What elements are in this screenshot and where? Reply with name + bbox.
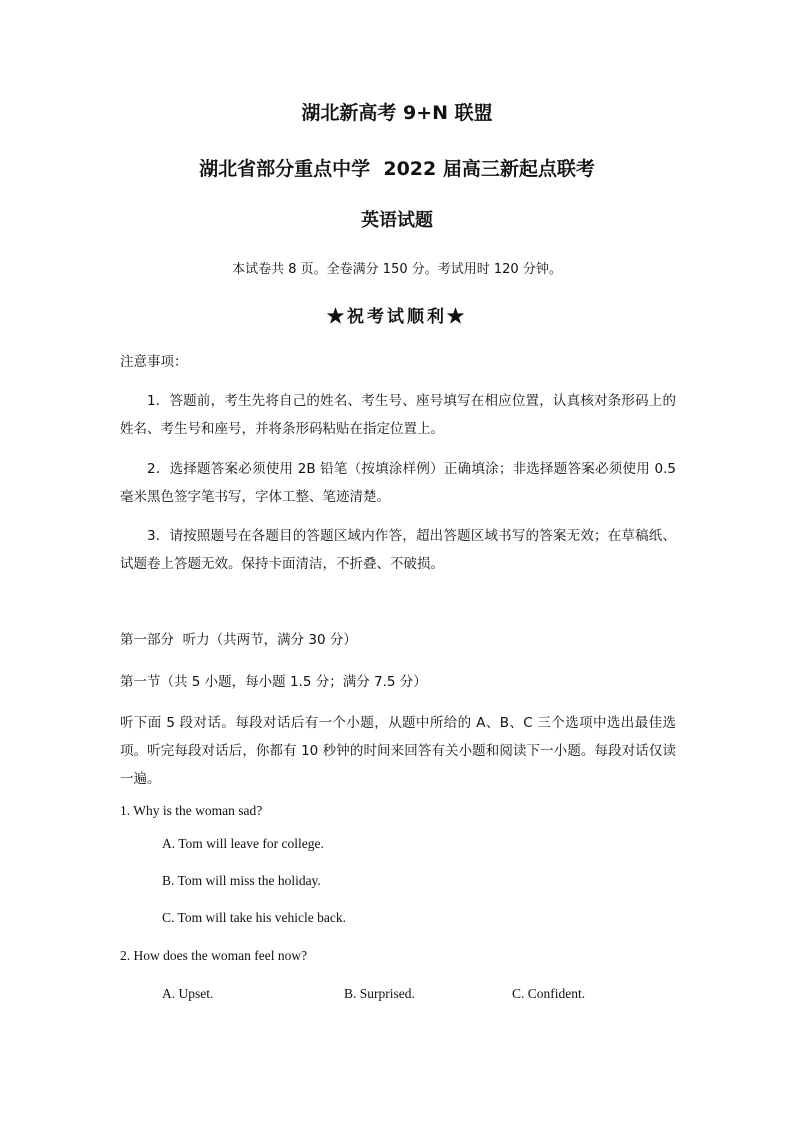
subject-title: 英语试题 xyxy=(361,210,433,231)
notice-item-3: 3．请按照题号在各题目的答题区域内作答，超出答题区域书写的答案无效；在草稿纸、试题卷上答题无效。保持卡面清洁，不折叠、不破损。 xyxy=(120,528,676,572)
question-2-stem: 2. How does the woman feel now? xyxy=(120,948,308,963)
exam-info: 本试卷共 8 页。全卷满分 150 分。考试用时 120 分钟。 xyxy=(232,262,562,277)
question-1-option-c: C. Tom will take his vehicle back. xyxy=(162,910,347,925)
good-luck-banner: ★祝考试顺利★ xyxy=(327,307,467,327)
question-2-option-a: A. Upset. xyxy=(162,986,214,1001)
alliance-title: 湖北新高考 9+N 联盟 xyxy=(301,102,493,124)
exam-title: 湖北省部分重点中学 2022 届高三新起点联考 xyxy=(199,158,595,180)
question-1-option-a: A. Tom will leave for college. xyxy=(162,836,324,851)
section1-heading: 第一节（共 5 小题，每小题 1.5 分；满分 7.5 分） xyxy=(120,674,427,690)
question-1-option-b: B. Tom will miss the holiday. xyxy=(162,873,321,888)
question-2-option-c: C. Confident. xyxy=(512,986,586,1001)
notice-heading: 注意事项： xyxy=(120,354,188,370)
question-2-option-b: B. Surprised. xyxy=(344,986,415,1001)
listening-instructions: 听下面 5 段对话。每段对话后有一个小题，从题中所给的 A、B、C 三个选项中选出最佳选项。听完每段对话后，你都有 10 秒钟的时间来回答有关小题和阅读下一小题。每段对话仅读一遍。 xyxy=(120,715,676,787)
notice-item-1: 1．答题前，考生先将自己的姓名、考生号、座号填写在相应位置，认真核对条形码上的姓名、考生号和座号，并将条形码粘贴在指定位置上。 xyxy=(120,393,676,437)
question-1-stem: 1. Why is the woman sad? xyxy=(120,803,263,818)
notice-item-2: 2．选择题答案必须使用 2B 铅笔（按填涂样例）正确填涂；非选择题答案必须使用 0.5 毫米黑色签字笔书写，字体工整、笔迹清楚。 xyxy=(120,461,676,505)
part1-heading: 第一部分 听力（共两节，满分 30 分） xyxy=(120,632,357,648)
